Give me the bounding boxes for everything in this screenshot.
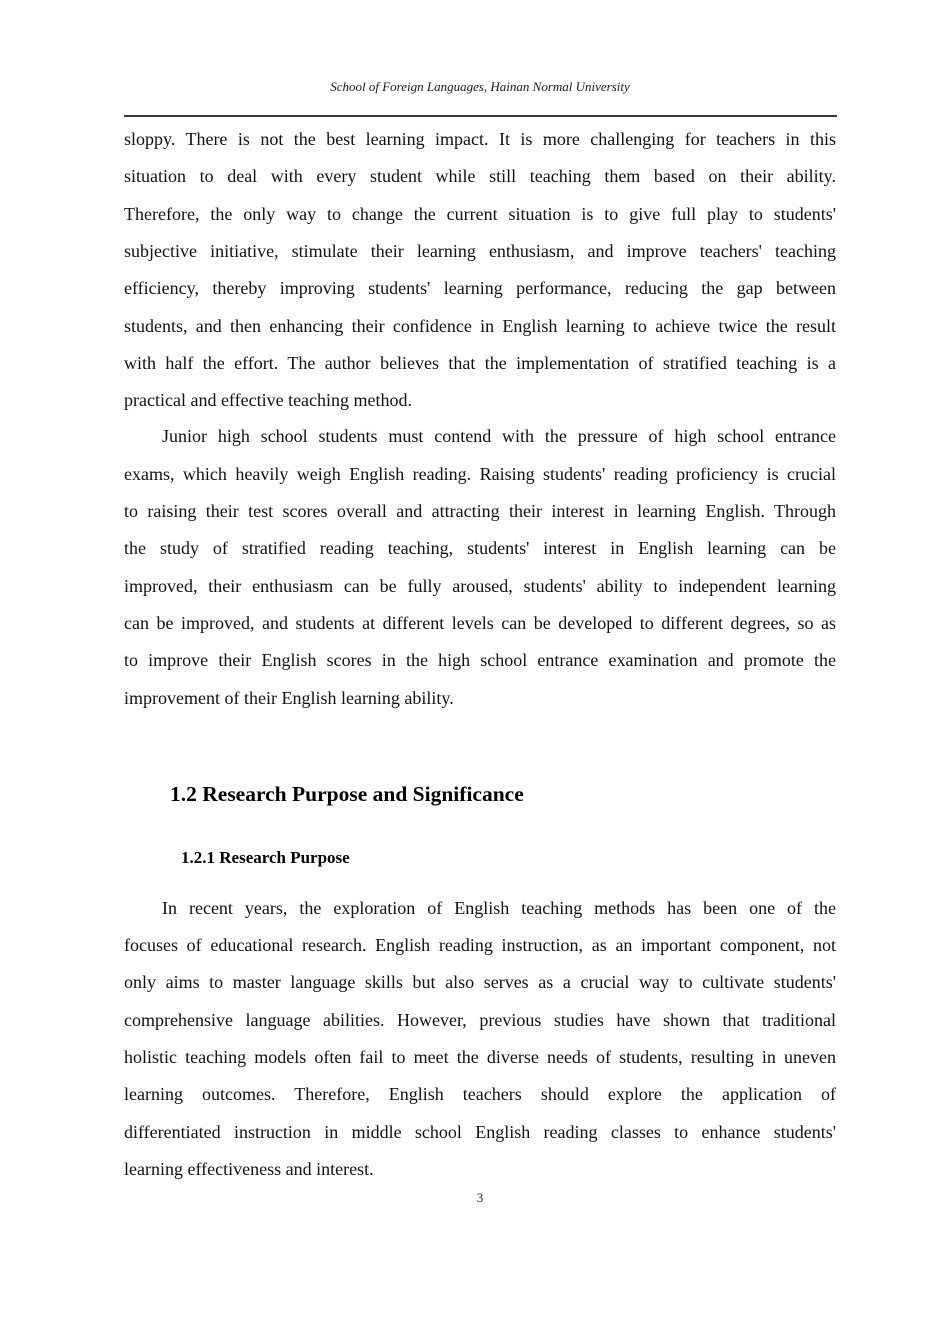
paragraph-line: exams, which heavily weigh English reading. Raising students' reading proficiency is crucial bbox=[124, 464, 836, 484]
paragraph-line: holistic teaching models often fail to meet the diverse needs of students, resulting in uneven bbox=[124, 1047, 836, 1067]
paragraph-line: to improve their English scores in the high school entrance examination and promote the bbox=[124, 650, 836, 670]
paragraph-line: efficiency, thereby improving students' learning performance, reducing the gap between bbox=[124, 278, 836, 298]
paragraph-line: In recent years, the exploration of English teaching methods has been one of the bbox=[162, 898, 836, 918]
paragraph-line: Junior high school students must contend with the pressure of high school entrance bbox=[162, 426, 836, 446]
paragraph-line: can be improved, and students at different levels can be developed to different degrees, so as bbox=[124, 613, 836, 633]
paragraph-line: Therefore, the only way to change the current situation is to give full play to students' bbox=[124, 204, 836, 224]
paragraph-line: improved, their enthusiasm can be fully aroused, students' ability to independent learning bbox=[124, 576, 836, 596]
paragraph-line: focuses of educational research. English reading instruction, as an important component, not bbox=[124, 935, 836, 955]
section-heading: 1.2 Research Purpose and Significance bbox=[170, 782, 524, 806]
paragraph-line: learning effectiveness and interest. bbox=[124, 1159, 374, 1179]
paragraph-line: improvement of their English learning ability. bbox=[124, 688, 454, 708]
page-number: 3 bbox=[476, 1190, 484, 1205]
paragraph-line: situation to deal with every student while still teaching them based on their ability. bbox=[124, 166, 836, 186]
paragraph-line: learning outcomes. Therefore, English teachers should explore the application of bbox=[124, 1084, 836, 1104]
paragraph-line: sloppy. There is not the best learning impact. It is more challenging for teachers in this bbox=[124, 129, 836, 149]
paragraph-line: only aims to master language skills but also serves as a crucial way to cultivate students' bbox=[124, 972, 836, 992]
running-header: School of Foreign Languages, Hainan Normal University bbox=[330, 79, 630, 94]
paragraph-line: the study of stratified reading teaching, students' interest in English learning can be bbox=[124, 538, 836, 558]
paragraph-line: students, and then enhancing their confidence in English learning to achieve twice the result bbox=[124, 316, 836, 336]
paragraph-line: to raising their test scores overall and attracting their interest in learning English. Through bbox=[124, 501, 836, 521]
header-divider bbox=[124, 115, 837, 117]
subsection-heading: 1.2.1 Research Purpose bbox=[181, 848, 350, 867]
paragraph-line: practical and effective teaching method. bbox=[124, 390, 413, 410]
paragraph-line: differentiated instruction in middle school English reading classes to enhance students' bbox=[124, 1122, 836, 1142]
paragraph-line: subjective initiative, stimulate their learning enthusiasm, and improve teachers' teaching bbox=[124, 241, 836, 261]
paragraph-line: with half the effort. The author believes that the implementation of stratified teaching is a bbox=[124, 353, 836, 373]
paragraph-line: comprehensive language abilities. However, previous studies have shown that traditional bbox=[124, 1010, 836, 1030]
